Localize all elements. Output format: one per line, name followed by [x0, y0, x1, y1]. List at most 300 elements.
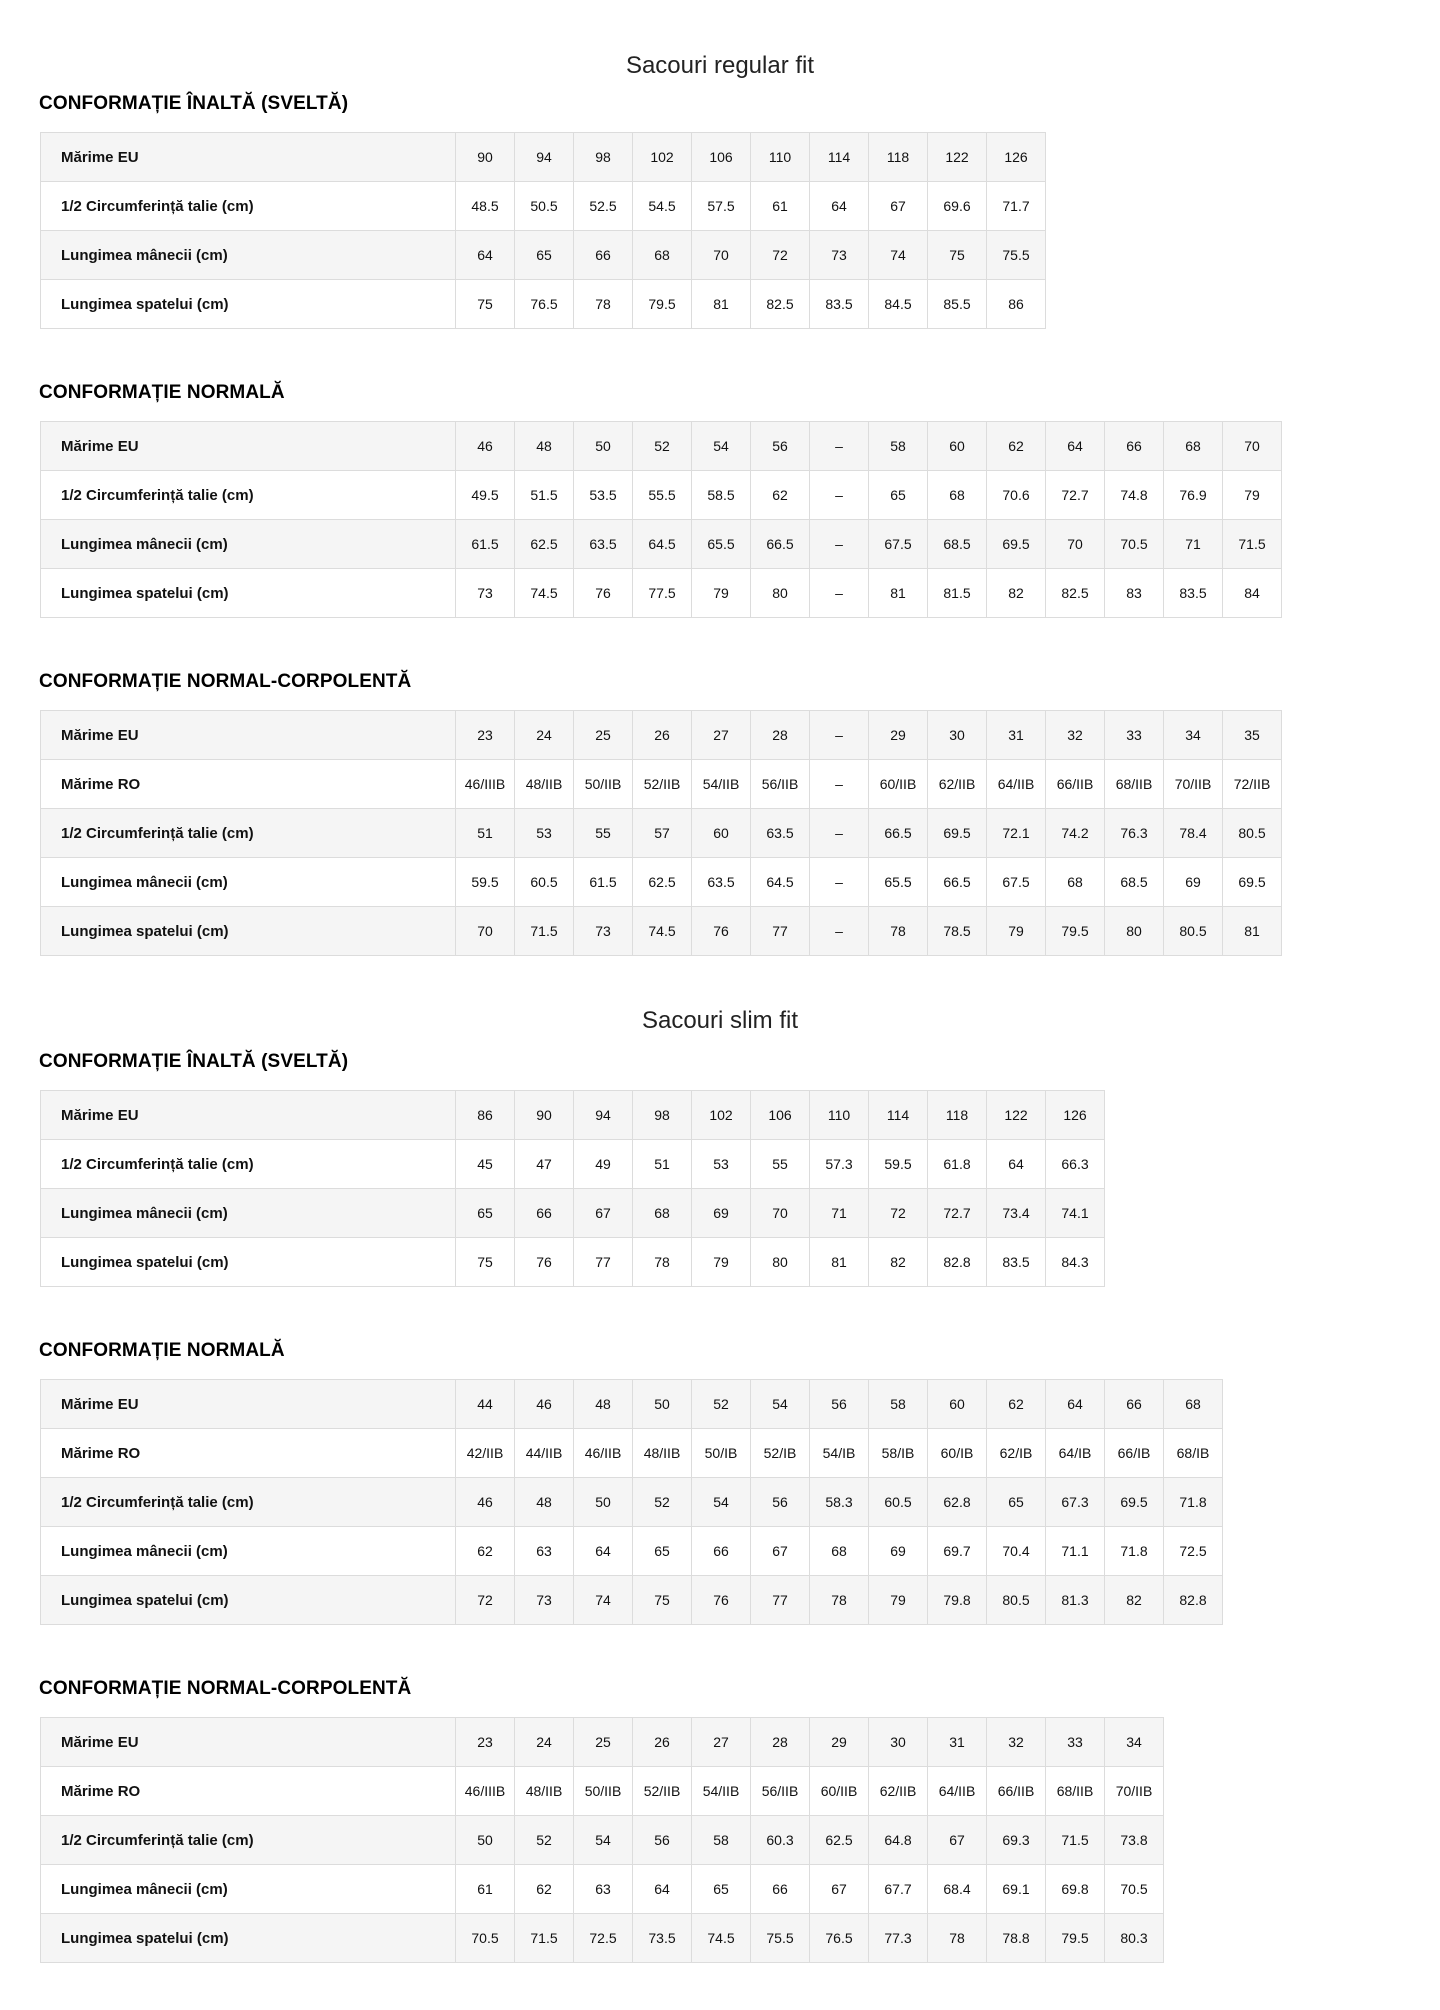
table-cell: 83.5 — [1164, 569, 1223, 618]
table-cell: 66 — [574, 231, 633, 280]
table-cell: 73.4 — [987, 1189, 1046, 1238]
table-cell: 90 — [456, 133, 515, 182]
table-cell: 35 — [1223, 711, 1282, 760]
table-cell: – — [810, 907, 869, 956]
table-cell: 67 — [928, 1816, 987, 1865]
table-cell: 67 — [751, 1527, 810, 1576]
table-cell: 63 — [515, 1527, 574, 1576]
table-cell: 65 — [456, 1189, 515, 1238]
table-cell: 75 — [633, 1576, 692, 1625]
table-cell: 29 — [869, 711, 928, 760]
row-label: Mărime EU — [41, 1718, 456, 1767]
table-cell: 69.3 — [987, 1816, 1046, 1865]
table-cell: 66 — [515, 1189, 574, 1238]
table-row — [41, 1816, 1164, 1865]
table-cell: 55.5 — [633, 471, 692, 520]
table-cell: 63.5 — [692, 858, 751, 907]
table-cell: 33 — [1105, 711, 1164, 760]
block-title-slim-tall: CONFORMAȚIE ÎNALTĂ (SVELTĂ) — [39, 1051, 349, 1072]
row-label: Lungimea spatelui (cm) — [41, 280, 456, 329]
table-cell: 73.5 — [633, 1914, 692, 1963]
table-cell: 72/IIB — [1223, 760, 1282, 809]
table-cell: 71.8 — [1164, 1478, 1223, 1527]
table-cell: 68/IB — [1164, 1429, 1223, 1478]
table-cell: 81.3 — [1046, 1576, 1105, 1625]
row-label: Mărime RO — [41, 1767, 456, 1816]
table-cell: 70 — [1223, 422, 1282, 471]
table-cell: 62/IIB — [869, 1767, 928, 1816]
table-cell: 64 — [1046, 422, 1105, 471]
table-cell: 66.3 — [1046, 1140, 1105, 1189]
table-cell: 82.8 — [928, 1238, 987, 1287]
table-cell: 70.6 — [987, 471, 1046, 520]
table-cell: 70 — [1046, 520, 1105, 569]
table-cell: 64/IIB — [928, 1767, 987, 1816]
table-cell: – — [810, 711, 869, 760]
table-cell: 58.5 — [692, 471, 751, 520]
table-cell: 23 — [456, 711, 515, 760]
row-label: 1/2 Circumferință talie (cm) — [41, 1816, 456, 1865]
table-cell: 62 — [987, 1380, 1046, 1429]
table-cell: 94 — [515, 133, 574, 182]
table-cell: 81 — [692, 280, 751, 329]
table-cell: 68 — [633, 231, 692, 280]
table-cell: 34 — [1164, 711, 1223, 760]
table-cell: 66 — [1105, 422, 1164, 471]
table-cell: 52.5 — [574, 182, 633, 231]
table-cell: 24 — [515, 1718, 574, 1767]
block-title-slim-corpulent: CONFORMAȚIE NORMAL-CORPOLENTĂ — [39, 1678, 412, 1699]
table-cell: 81 — [1223, 907, 1282, 956]
table-cell: 55 — [751, 1140, 810, 1189]
table-cell: 54/IIB — [692, 1767, 751, 1816]
table-cell: 65 — [987, 1478, 1046, 1527]
table-cell: 68/IIB — [1105, 760, 1164, 809]
table-cell: 50 — [574, 1478, 633, 1527]
table-cell: 84.3 — [1046, 1238, 1105, 1287]
table-cell: 81 — [810, 1238, 869, 1287]
table-cell: 76.3 — [1105, 809, 1164, 858]
table-cell: 71 — [1164, 520, 1223, 569]
table-cell: – — [810, 809, 869, 858]
table-cell: 31 — [987, 711, 1046, 760]
table-cell: 60.5 — [515, 858, 574, 907]
table-cell: 71.7 — [987, 182, 1046, 231]
block-title-regular-normal: CONFORMAȚIE NORMALĂ — [39, 382, 285, 403]
row-label: 1/2 Circumferință talie (cm) — [41, 1140, 456, 1189]
table-cell: 50 — [574, 422, 633, 471]
table-cell: 79 — [1223, 471, 1282, 520]
table-cell: 57 — [633, 809, 692, 858]
table-row — [41, 1091, 1105, 1140]
table-cell: 60 — [928, 1380, 987, 1429]
size-table-regular-corpulent — [40, 710, 1282, 956]
table-cell: 23 — [456, 1718, 515, 1767]
table-cell: 75 — [928, 231, 987, 280]
table-cell: 71 — [810, 1189, 869, 1238]
table-cell: 74.1 — [1046, 1189, 1105, 1238]
block-title-regular-tall: CONFORMAȚIE ÎNALTĂ (SVELTĂ) — [39, 93, 349, 114]
size-table-regular-normal — [40, 421, 1282, 618]
row-label: Lungimea mânecii (cm) — [41, 858, 456, 907]
table-cell: 54/IIB — [692, 760, 751, 809]
table-row — [41, 1865, 1164, 1914]
size-table-regular-tall — [40, 132, 1046, 329]
table-cell: 79.5 — [633, 280, 692, 329]
table-cell: 69 — [692, 1189, 751, 1238]
table-cell: 44 — [456, 1380, 515, 1429]
table-row — [41, 422, 1282, 471]
table-cell: 25 — [574, 1718, 633, 1767]
table-cell: 58 — [692, 1816, 751, 1865]
table-cell: 29 — [810, 1718, 869, 1767]
table-row — [41, 1527, 1223, 1576]
table-cell: 67 — [810, 1865, 869, 1914]
table-cell: 62/IIB — [928, 760, 987, 809]
table-cell: 84 — [1223, 569, 1282, 618]
table-cell: 126 — [1046, 1091, 1105, 1140]
table-cell: 56 — [810, 1380, 869, 1429]
table-cell: 51 — [456, 809, 515, 858]
table-cell: 66.5 — [928, 858, 987, 907]
table-cell: 76.5 — [810, 1914, 869, 1963]
table-cell: 70/IIB — [1164, 760, 1223, 809]
row-label: Lungimea mânecii (cm) — [41, 520, 456, 569]
row-label: 1/2 Circumferință talie (cm) — [41, 471, 456, 520]
table-cell: 32 — [1046, 711, 1105, 760]
table-cell: 44/IIB — [515, 1429, 574, 1478]
table-row — [41, 711, 1282, 760]
table-cell: 69.1 — [987, 1865, 1046, 1914]
table-cell: 68 — [1164, 422, 1223, 471]
table-cell: 45 — [456, 1140, 515, 1189]
table-cell: 26 — [633, 1718, 692, 1767]
table-cell: 98 — [633, 1091, 692, 1140]
table-cell: 78.8 — [987, 1914, 1046, 1963]
table-cell: 52 — [515, 1816, 574, 1865]
row-label: Lungimea spatelui (cm) — [41, 1238, 456, 1287]
table-cell: 63.5 — [751, 809, 810, 858]
table-cell: 57.5 — [692, 182, 751, 231]
table-cell: 76 — [692, 1576, 751, 1625]
table-cell: 62.5 — [810, 1816, 869, 1865]
table-row — [41, 1238, 1105, 1287]
table-cell: 67.7 — [869, 1865, 928, 1914]
table-cell: 71.5 — [515, 1914, 574, 1963]
table-cell: 66/IIB — [987, 1767, 1046, 1816]
table-cell: 83.5 — [987, 1238, 1046, 1287]
table-cell: 80.5 — [1223, 809, 1282, 858]
row-label: Mărime EU — [41, 133, 456, 182]
table-cell: 52/IIB — [633, 760, 692, 809]
table-cell: 61 — [456, 1865, 515, 1914]
table-cell: 82.5 — [751, 280, 810, 329]
table-cell: 66 — [751, 1865, 810, 1914]
table-cell: 60 — [692, 809, 751, 858]
table-cell: 70 — [751, 1189, 810, 1238]
table-cell: 98 — [574, 133, 633, 182]
table-cell: – — [810, 520, 869, 569]
table-row — [41, 760, 1282, 809]
table-cell: 66.5 — [869, 809, 928, 858]
table-cell: 65.5 — [692, 520, 751, 569]
row-label: Mărime EU — [41, 1091, 456, 1140]
row-label: Mărime EU — [41, 711, 456, 760]
table-cell: 72.7 — [1046, 471, 1105, 520]
table-cell: 51 — [633, 1140, 692, 1189]
table-cell: 83 — [1105, 569, 1164, 618]
table-cell: 42/IIB — [456, 1429, 515, 1478]
table-cell: 61.5 — [574, 858, 633, 907]
table-cell: 118 — [928, 1091, 987, 1140]
table-row — [41, 471, 1282, 520]
table-row — [41, 1189, 1105, 1238]
table-cell: 82 — [869, 1238, 928, 1287]
table-cell: 58.3 — [810, 1478, 869, 1527]
table-cell: 80 — [751, 569, 810, 618]
table-cell: 71.5 — [1223, 520, 1282, 569]
row-label: Lungimea spatelui (cm) — [41, 1576, 456, 1625]
table-cell: 75.5 — [987, 231, 1046, 280]
table-cell: 72.7 — [928, 1189, 987, 1238]
section-title-regular-fit: Sacouri regular fit — [625, 52, 815, 79]
table-cell: 32 — [987, 1718, 1046, 1767]
table-cell: 65 — [515, 231, 574, 280]
row-label: Lungimea mânecii (cm) — [41, 231, 456, 280]
table-row — [41, 231, 1046, 280]
table-cell: 61.8 — [928, 1140, 987, 1189]
table-cell: 48 — [574, 1380, 633, 1429]
table-cell: 67.5 — [987, 858, 1046, 907]
table-cell: 72 — [869, 1189, 928, 1238]
table-row — [41, 280, 1046, 329]
table-cell: 64 — [574, 1527, 633, 1576]
table-cell: 54 — [692, 1478, 751, 1527]
table-cell: 53.5 — [574, 471, 633, 520]
table-cell: – — [810, 569, 869, 618]
table-cell: 34 — [1105, 1718, 1164, 1767]
table-row — [41, 858, 1282, 907]
table-cell: 76 — [574, 569, 633, 618]
block-title-regular-corpulent: CONFORMAȚIE NORMAL-CORPOLENTĂ — [39, 671, 412, 692]
table-cell: 80.3 — [1105, 1914, 1164, 1963]
row-label: Lungimea spatelui (cm) — [41, 907, 456, 956]
table-cell: 71.5 — [515, 907, 574, 956]
table-cell: – — [810, 471, 869, 520]
table-cell: 52/IIB — [633, 1767, 692, 1816]
table-cell: 26 — [633, 711, 692, 760]
table-cell: 72 — [456, 1576, 515, 1625]
table-cell: 81.5 — [928, 569, 987, 618]
table-cell: 77 — [751, 1576, 810, 1625]
row-label: Lungimea mânecii (cm) — [41, 1527, 456, 1576]
row-label: Mărime RO — [41, 760, 456, 809]
table-cell: 76.9 — [1164, 471, 1223, 520]
table-cell: 74.8 — [1105, 471, 1164, 520]
table-cell: 72.5 — [574, 1914, 633, 1963]
table-cell: 69.6 — [928, 182, 987, 231]
table-cell: 53 — [692, 1140, 751, 1189]
table-cell: – — [810, 858, 869, 907]
table-cell: 79.8 — [928, 1576, 987, 1625]
table-cell: 69.5 — [987, 520, 1046, 569]
table-cell: 49.5 — [456, 471, 515, 520]
table-cell: 53 — [515, 809, 574, 858]
table-row — [41, 1478, 1223, 1527]
table-cell: 79 — [869, 1576, 928, 1625]
table-cell: 68.5 — [928, 520, 987, 569]
table-cell: 68 — [928, 471, 987, 520]
table-cell: 50.5 — [515, 182, 574, 231]
table-cell: 64 — [633, 1865, 692, 1914]
table-cell: 48/IIB — [633, 1429, 692, 1478]
table-cell: 102 — [692, 1091, 751, 1140]
table-cell: 114 — [810, 133, 869, 182]
table-cell: 67.3 — [1046, 1478, 1105, 1527]
table-cell: 52/IB — [751, 1429, 810, 1478]
table-cell: 52 — [633, 422, 692, 471]
table-cell: 74.2 — [1046, 809, 1105, 858]
table-cell: 76 — [515, 1238, 574, 1287]
row-label: Lungimea mânecii (cm) — [41, 1189, 456, 1238]
table-row — [41, 1380, 1223, 1429]
table-cell: 65.5 — [869, 858, 928, 907]
table-cell: 46/IIB — [574, 1429, 633, 1478]
size-table-slim-normal — [40, 1379, 1223, 1625]
table-cell: 81 — [869, 569, 928, 618]
table-cell: 54.5 — [633, 182, 692, 231]
table-cell: 110 — [810, 1091, 869, 1140]
table-cell: 78 — [869, 907, 928, 956]
table-cell: 48 — [515, 1478, 574, 1527]
table-cell: 66/IB — [1105, 1429, 1164, 1478]
table-row — [41, 520, 1282, 569]
row-label: Mărime EU — [41, 422, 456, 471]
table-cell: 82 — [1105, 1576, 1164, 1625]
table-cell: 30 — [928, 711, 987, 760]
table-cell: 62 — [751, 471, 810, 520]
table-cell: 79.5 — [1046, 907, 1105, 956]
table-cell: 51.5 — [515, 471, 574, 520]
row-label: Mărime EU — [41, 1380, 456, 1429]
table-cell: 67 — [869, 182, 928, 231]
table-cell: 78.4 — [1164, 809, 1223, 858]
table-cell: 64 — [987, 1140, 1046, 1189]
table-cell: 59.5 — [869, 1140, 928, 1189]
size-table-slim-tall — [40, 1090, 1105, 1287]
table-cell: 77 — [751, 907, 810, 956]
table-cell: 79.5 — [1046, 1914, 1105, 1963]
table-cell: 60/IB — [928, 1429, 987, 1478]
table-cell: 67 — [574, 1189, 633, 1238]
table-cell: 47 — [515, 1140, 574, 1189]
table-cell: 50/IB — [692, 1429, 751, 1478]
table-cell: 62.8 — [928, 1478, 987, 1527]
table-cell: 48 — [515, 422, 574, 471]
table-cell: 63 — [574, 1865, 633, 1914]
table-cell: 73 — [810, 231, 869, 280]
table-cell: – — [810, 760, 869, 809]
table-cell: 64.5 — [633, 520, 692, 569]
table-cell: 56 — [751, 422, 810, 471]
table-cell: 57.3 — [810, 1140, 869, 1189]
table-cell: 68 — [1164, 1380, 1223, 1429]
table-cell: 66 — [692, 1527, 751, 1576]
table-cell: 82 — [987, 569, 1046, 618]
table-cell: 64 — [1046, 1380, 1105, 1429]
row-label: Lungimea mânecii (cm) — [41, 1865, 456, 1914]
table-cell: 69.5 — [1105, 1478, 1164, 1527]
table-cell: 62 — [456, 1527, 515, 1576]
table-cell: 76 — [692, 907, 751, 956]
table-cell: 77 — [574, 1238, 633, 1287]
table-cell: 64 — [810, 182, 869, 231]
table-cell: 73 — [515, 1576, 574, 1625]
table-cell: 30 — [869, 1718, 928, 1767]
table-row — [41, 182, 1046, 231]
table-cell: 76.5 — [515, 280, 574, 329]
table-cell: 60/IIB — [810, 1767, 869, 1816]
table-cell: 78 — [574, 280, 633, 329]
row-label: Lungimea spatelui (cm) — [41, 569, 456, 618]
table-cell: 78.5 — [928, 907, 987, 956]
table-cell: 46 — [456, 422, 515, 471]
table-cell: 31 — [928, 1718, 987, 1767]
table-cell: 75 — [456, 280, 515, 329]
table-cell: 63.5 — [574, 520, 633, 569]
table-cell: 48.5 — [456, 182, 515, 231]
table-cell: 110 — [751, 133, 810, 182]
table-cell: 50/IIB — [574, 760, 633, 809]
row-label: Mărime RO — [41, 1429, 456, 1478]
table-cell: 46 — [456, 1478, 515, 1527]
table-cell: 72.5 — [1164, 1527, 1223, 1576]
table-cell: 90 — [515, 1091, 574, 1140]
table-cell: 66/IIB — [1046, 760, 1105, 809]
table-cell: 62 — [515, 1865, 574, 1914]
table-cell: 74.5 — [692, 1914, 751, 1963]
table-cell: 46/IIIB — [456, 1767, 515, 1816]
table-row — [41, 1914, 1164, 1963]
table-cell: 60.3 — [751, 1816, 810, 1865]
table-cell: 62 — [987, 422, 1046, 471]
table-cell: 94 — [574, 1091, 633, 1140]
table-cell: 28 — [751, 1718, 810, 1767]
table-cell: 52 — [692, 1380, 751, 1429]
table-cell: 68 — [633, 1189, 692, 1238]
table-cell: 80 — [751, 1238, 810, 1287]
table-cell: 80 — [1105, 907, 1164, 956]
row-label: 1/2 Circumferință talie (cm) — [41, 182, 456, 231]
table-cell: 52 — [633, 1478, 692, 1527]
table-cell: 86 — [987, 280, 1046, 329]
table-cell: 72.1 — [987, 809, 1046, 858]
table-row — [41, 1767, 1164, 1816]
table-cell: 68 — [810, 1527, 869, 1576]
table-cell: 69.5 — [928, 809, 987, 858]
table-cell: 65 — [633, 1527, 692, 1576]
table-cell: 60.5 — [869, 1478, 928, 1527]
table-cell: 56 — [751, 1478, 810, 1527]
size-table-slim-corpulent — [40, 1717, 1164, 1963]
table-cell: 62.5 — [633, 858, 692, 907]
table-cell: 65 — [869, 471, 928, 520]
table-cell: 106 — [751, 1091, 810, 1140]
table-cell: 68 — [1046, 858, 1105, 907]
section-title-slim-fit: Sacouri slim fit — [641, 1007, 799, 1034]
table-cell: 56 — [633, 1816, 692, 1865]
table-cell: 75 — [456, 1238, 515, 1287]
